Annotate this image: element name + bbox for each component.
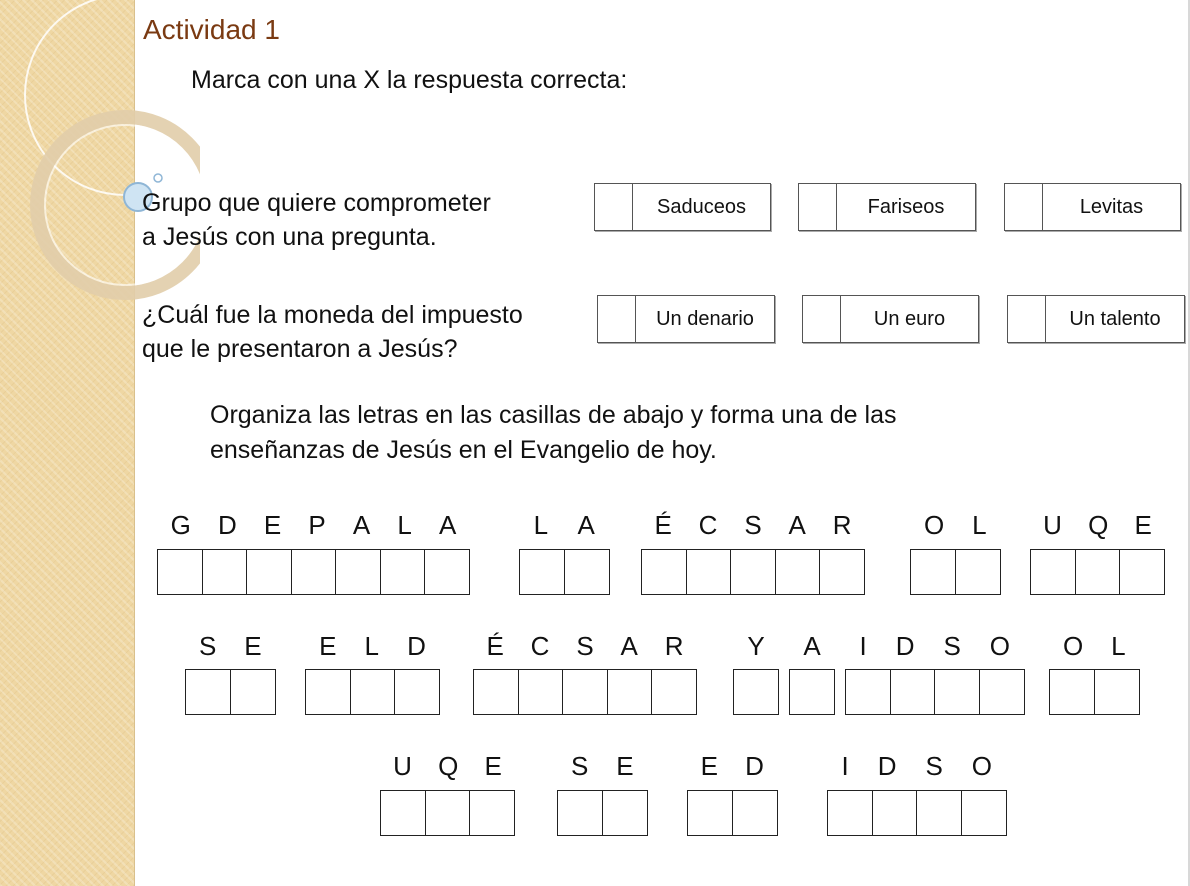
- letter-input-cell[interactable]: [732, 790, 778, 836]
- answer-boxes: [157, 549, 469, 595]
- answer-boxes: [733, 669, 778, 715]
- instruction-text: Marca con una X la respuesta correcta:: [191, 66, 628, 94]
- scrambled-letter: R: [664, 631, 684, 661]
- letter-input-cell[interactable]: [1049, 669, 1095, 715]
- scrambled-letter: E: [616, 751, 634, 781]
- scrambled-letter: Y: [747, 631, 765, 661]
- letter-input-cell[interactable]: [424, 549, 470, 595]
- answer-label: Levitas: [1079, 195, 1144, 218]
- scrambled-word: [1049, 631, 1140, 715]
- scrambled-letter: O: [971, 751, 992, 781]
- scrambled-letters: [1030, 510, 1165, 541]
- answer-boxes: [687, 790, 776, 836]
- letter-input-cell[interactable]: [890, 669, 936, 715]
- letter-input-cell[interactable]: [1094, 669, 1140, 715]
- scrambled-letter: O: [923, 510, 945, 540]
- scrambled-letter: I: [841, 751, 849, 781]
- scrambled-letter: E: [263, 510, 282, 540]
- letter-input-cell[interactable]: [473, 669, 519, 715]
- letter-input-cell[interactable]: [789, 669, 835, 715]
- answer-boxes: [305, 669, 439, 715]
- scrambled-word: [910, 510, 1001, 595]
- scrambled-word: [157, 510, 470, 595]
- letter-input-cell[interactable]: [157, 549, 203, 595]
- letter-input-cell[interactable]: [291, 549, 337, 595]
- scrambled-letter: L: [1111, 631, 1126, 661]
- letter-input-cell[interactable]: [961, 790, 1007, 836]
- scrambled-word: [185, 631, 276, 715]
- answer-option-un-denario[interactable]: [597, 295, 775, 343]
- scrambled-word: [845, 631, 1025, 715]
- letter-input-cell[interactable]: [733, 669, 779, 715]
- scrambled-letter: P: [308, 510, 326, 540]
- scrambled-letter: S: [570, 751, 589, 781]
- question-1-line-1: Grupo que quiere comprometer: [142, 189, 491, 217]
- letter-input-cell[interactable]: [202, 549, 248, 595]
- answer-label: Un euro: [873, 307, 946, 330]
- scrambled-letter: S: [576, 631, 594, 661]
- answer-option-fariseos[interactable]: [798, 183, 976, 231]
- scrambled-letter: L: [397, 510, 412, 540]
- letter-input-cell[interactable]: [230, 669, 276, 715]
- answer-checkbox[interactable]: [803, 296, 841, 342]
- letter-input-cell[interactable]: [519, 549, 565, 595]
- letter-input-cell[interactable]: [469, 790, 515, 836]
- question-1-line-2: a Jesús con una pregunta.: [142, 223, 437, 251]
- scrambled-letter: G: [170, 510, 191, 540]
- scrambled-letter: C: [530, 631, 550, 661]
- question-1-text: [142, 186, 491, 254]
- letter-input-cell[interactable]: [1030, 549, 1076, 595]
- letter-input-cell[interactable]: [687, 790, 733, 836]
- scrambled-letter: D: [745, 751, 764, 781]
- scrambled-letters: [305, 631, 440, 662]
- answer-checkbox[interactable]: [598, 296, 636, 342]
- answer-boxes: [910, 549, 999, 595]
- scrambled-letter: E: [319, 631, 337, 661]
- scrambled-letter: O: [989, 631, 1010, 661]
- scrambled-letters: [1049, 631, 1140, 662]
- scrambled-letter: E: [700, 751, 718, 781]
- scrambled-word: [687, 751, 778, 836]
- answer-boxes: [557, 790, 646, 836]
- scrambled-letters: [380, 751, 515, 782]
- letter-input-cell[interactable]: [564, 549, 610, 595]
- letter-input-cell[interactable]: [934, 669, 980, 715]
- letter-input-cell[interactable]: [380, 790, 426, 836]
- answer-option-un-euro[interactable]: [802, 295, 979, 343]
- scrambled-letter: S: [744, 510, 762, 540]
- scrambled-word: [1030, 510, 1165, 595]
- scrambled-letter: L: [533, 510, 549, 540]
- scrambled-letters: [910, 510, 1001, 541]
- scrambled-letters: [641, 510, 865, 541]
- letter-input-cell[interactable]: [730, 549, 776, 595]
- organize-instruction: [210, 398, 896, 468]
- letter-input-cell[interactable]: [916, 790, 962, 836]
- letter-input-cell[interactable]: [380, 549, 426, 595]
- answer-boxes: [827, 790, 1005, 836]
- letter-input-cell[interactable]: [910, 549, 956, 595]
- letter-input-cell[interactable]: [1075, 549, 1121, 595]
- scrambled-word: [473, 631, 697, 715]
- scrambled-letters: [789, 631, 835, 662]
- scrambled-letter: S: [198, 631, 217, 661]
- letter-input-cell[interactable]: [185, 669, 231, 715]
- answer-checkbox[interactable]: [1008, 296, 1046, 342]
- answer-boxes: [845, 669, 1023, 715]
- answer-boxes: [185, 669, 274, 715]
- scrambled-word: [641, 510, 865, 595]
- letter-input-cell[interactable]: [651, 669, 697, 715]
- letter-input-cell[interactable]: [686, 549, 732, 595]
- letter-input-cell[interactable]: [1119, 549, 1165, 595]
- scrambled-letter: D: [407, 631, 426, 661]
- letter-input-cell[interactable]: [827, 790, 873, 836]
- letter-input-cell[interactable]: [557, 790, 603, 836]
- scrambled-word: [380, 751, 515, 836]
- decorative-circles-graphic: [0, 0, 200, 320]
- answer-boxes: [519, 549, 608, 595]
- scrambled-letter: Q: [1088, 510, 1109, 540]
- scrambled-letter: O: [1062, 631, 1084, 661]
- answer-label: Un talento: [1069, 307, 1161, 330]
- scrambled-letters: [845, 631, 1025, 662]
- letter-input-cell[interactable]: [979, 669, 1025, 715]
- scrambled-word: [557, 751, 648, 836]
- scrambled-letter: D: [895, 631, 915, 661]
- answer-boxes: [1049, 669, 1138, 715]
- scrambled-letters: [185, 631, 276, 662]
- scrambled-letter: A: [352, 510, 371, 540]
- letter-input-cell[interactable]: [872, 790, 918, 836]
- letter-input-cell[interactable]: [775, 549, 821, 595]
- organize-line-2: enseñanzas de Jesús en el Evangelio de hoy.: [210, 436, 717, 464]
- scrambled-word: [305, 631, 440, 715]
- letter-input-cell[interactable]: [350, 669, 396, 715]
- scrambled-word: [519, 510, 610, 595]
- letter-input-cell[interactable]: [641, 549, 687, 595]
- answer-boxes: [789, 669, 834, 715]
- scrambled-letter: S: [925, 751, 943, 781]
- answer-option-un-talento[interactable]: [1007, 295, 1185, 343]
- scrambled-letter: A: [788, 510, 806, 540]
- letter-input-cell[interactable]: [246, 549, 292, 595]
- scrambled-letters: [157, 510, 470, 541]
- scrambled-letter: A: [439, 510, 457, 540]
- scrambled-letter: U: [1043, 510, 1062, 540]
- scrambled-letter: U: [393, 751, 412, 781]
- scrambled-letter: A: [620, 631, 638, 661]
- letter-input-cell[interactable]: [602, 790, 648, 836]
- letter-input-cell[interactable]: [394, 669, 440, 715]
- letter-input-cell[interactable]: [845, 669, 891, 715]
- scrambled-letter: E: [484, 751, 502, 781]
- scrambled-letters: [687, 751, 778, 782]
- answer-boxes: [1030, 549, 1164, 595]
- answer-option-levitas[interactable]: [1004, 183, 1181, 231]
- scrambled-letter: I: [859, 631, 867, 661]
- scrambled-letter: D: [877, 751, 897, 781]
- scrambled-letter: Q: [438, 751, 459, 781]
- answer-boxes: [641, 549, 864, 595]
- scrambled-letters: [519, 510, 610, 541]
- letter-input-cell[interactable]: [819, 549, 865, 595]
- scrambled-letter: L: [364, 631, 379, 661]
- question-2-text: [142, 298, 523, 366]
- answer-label: Fariseos: [867, 195, 945, 218]
- scrambled-letter: D: [217, 510, 237, 540]
- letter-input-cell[interactable]: [305, 669, 351, 715]
- letter-input-cell[interactable]: [425, 790, 471, 836]
- letter-input-cell[interactable]: [955, 549, 1001, 595]
- scrambled-letters: [473, 631, 697, 662]
- letter-input-cell[interactable]: [562, 669, 608, 715]
- scrambled-letters: [827, 751, 1007, 782]
- scrambled-letter: E: [244, 631, 262, 661]
- scrambled-letter: A: [577, 510, 595, 540]
- scrambled-letter: R: [832, 510, 852, 540]
- answer-option-saduceos[interactable]: [594, 183, 771, 231]
- scrambled-letter: L: [972, 510, 987, 540]
- scrambled-word: [733, 631, 779, 715]
- letter-input-cell[interactable]: [335, 549, 381, 595]
- answer-checkbox[interactable]: [799, 184, 837, 230]
- answer-boxes: [380, 790, 514, 836]
- scrambled-letter: É: [486, 631, 504, 661]
- scrambled-word: [827, 751, 1007, 836]
- answer-label: Un denario: [656, 307, 754, 330]
- answer-label: Saduceos: [657, 195, 746, 218]
- scrambled-letters: [557, 751, 648, 782]
- scrambled-letters: [733, 631, 779, 662]
- question-2-line-1: ¿Cuál fue la moneda del impuesto: [142, 301, 523, 329]
- scrambled-letter: É: [654, 510, 672, 540]
- question-2-line-2: que le presentaron a Jesús?: [142, 335, 458, 363]
- answer-boxes: [473, 669, 696, 715]
- scrambled-word: [789, 631, 835, 715]
- organize-line-1: Organiza las letras en las casillas de abajo y forma una de las: [210, 401, 897, 429]
- scrambled-letter: S: [943, 631, 961, 661]
- answer-checkbox[interactable]: [595, 184, 633, 230]
- activity-title: Actividad 1: [143, 14, 280, 45]
- scrambled-letter: C: [698, 510, 718, 540]
- scrambled-letter: A: [803, 631, 821, 661]
- letter-input-cell[interactable]: [518, 669, 564, 715]
- answer-checkbox[interactable]: [1005, 184, 1043, 230]
- scrambled-letter: E: [1134, 510, 1152, 540]
- letter-input-cell[interactable]: [607, 669, 653, 715]
